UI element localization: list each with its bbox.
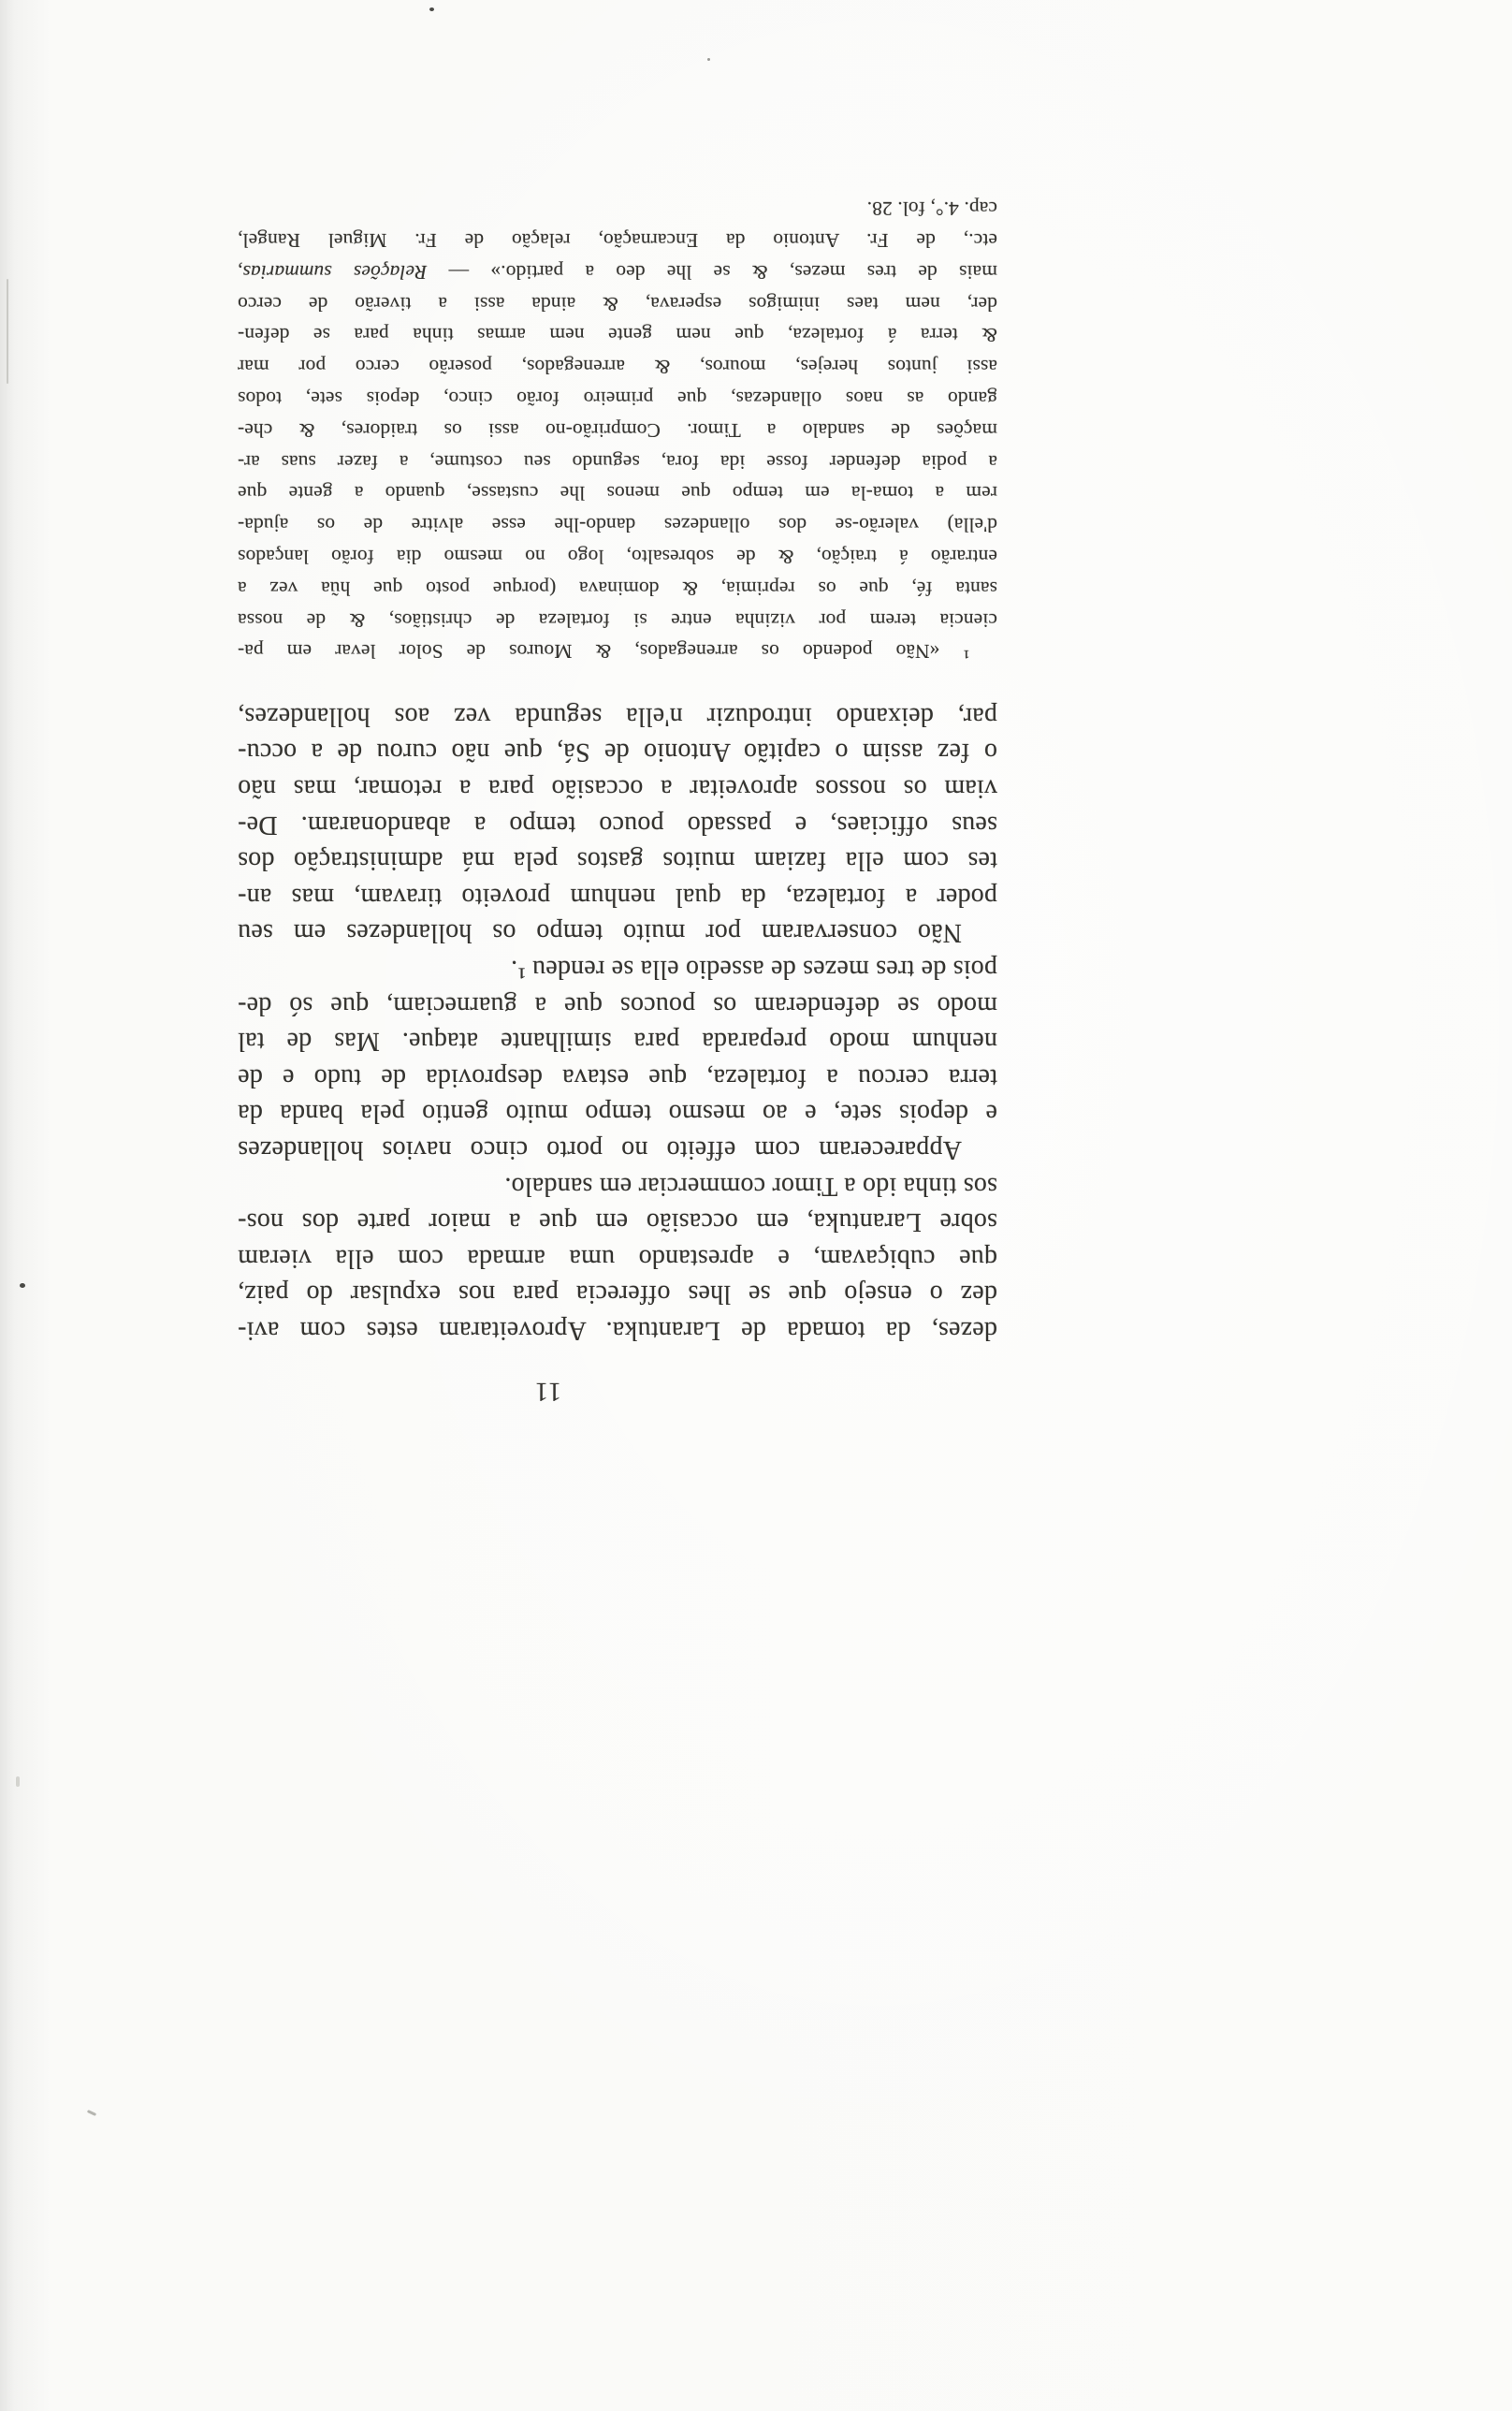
footnote-line: ciencia terem por vizinha entre si fortaleza de christiãos, & de nossa bbox=[238, 608, 997, 632]
text-line: pois de tres mezes de assedio ella se rendeu ¹. bbox=[510, 955, 997, 985]
text-line: poder a fortaleza, da qual nenhum proveito tiravam, mas an- bbox=[238, 882, 997, 912]
footnote-line: & terra á fortaleza, que nem gente nem armas tinha para se defen- bbox=[238, 324, 997, 347]
text-line: seus officiaes, e passado pouco tempo a abandonaram. De- bbox=[238, 810, 997, 840]
footnote-line: entrarão á traição, & de sobresalto, logo no mesmo dia forão lançados bbox=[238, 545, 997, 568]
text-line: tes com ella faziam muitos gastos pela má administração dos bbox=[238, 846, 997, 876]
scan-speck bbox=[16, 1776, 20, 1787]
footnote-line: a podia defender fosse ida fora, segundo seu costume, a fazer suas ar- bbox=[238, 450, 997, 474]
text-line: modo se defenderam os poucos que a guarneciam, que só de- bbox=[238, 990, 997, 1020]
text-line: dez o ensejo que se lhes offerecia para nos expulsar do paiz, bbox=[238, 1279, 997, 1309]
page-number: 11 bbox=[534, 1377, 561, 1406]
footnote-line: ¹ «Não podendo os arrenegados, & Mouros de Solor levar em pa- bbox=[238, 640, 969, 664]
footnote-line: assi juntos herejes, mouros, & arrenegados, poserão cerco por mar bbox=[238, 356, 997, 379]
text-line: terra cercou a fortaleza, que estava desprovida de tudo e de bbox=[238, 1062, 997, 1092]
footnote-line: etc., de Fr. Antonio da Encarnação, relação de Fr. Miguel Rangel, bbox=[238, 228, 997, 252]
text-line: par, deixando introduzir n'ella segunda vez aos hollandezes, bbox=[238, 701, 997, 731]
text-line: viam os nossos aproveitar a occasião para a retomar, mas não bbox=[238, 774, 997, 804]
scan-speck bbox=[20, 1283, 25, 1288]
text-line: Appareceram com effeito no porto cinco navios hollandezes bbox=[238, 1135, 962, 1165]
text-line: nenhum modo preparada para similhante ataque. Mas de tal bbox=[238, 1027, 997, 1057]
text-line: sos tinha ido a Timor commerciar em sandalo. bbox=[504, 1171, 997, 1201]
footnote-line: rem a toma-la em tempo que menos lhe custasse, quando a gente que bbox=[238, 482, 997, 505]
text-line: o fez assim o capitão Antonio de Sá, que não curou de a occu- bbox=[238, 738, 997, 767]
text-line: sobre Larantuka, em occasião em que a maior parte dos nos- bbox=[238, 1207, 997, 1237]
footnote-line: mações de sandalo a Timor. Comprirão-no assi os traidores, & che- bbox=[238, 418, 997, 442]
body-text bbox=[238, 697, 997, 1348]
footnote-line: der, nem taes inimigos esperava, & ainda assi a tiverão de cerco bbox=[238, 292, 997, 315]
scan-speck bbox=[429, 7, 434, 11]
footnote-line bbox=[238, 256, 997, 287]
text-line: que cubiçavam, e aprestando uma armada com ella vieram bbox=[238, 1243, 997, 1273]
text-line: e depois sete, e ao mesmo tempo muito gentio pela banda da bbox=[238, 1099, 997, 1129]
scan-speck bbox=[707, 58, 710, 61]
text-line: dezes, da tomada de Larantuka. Aproveitaram estes com avi- bbox=[238, 1316, 997, 1345]
footnote-line: gando as naos ollandezas, que primeiro forão cinco, depois sete, todos bbox=[238, 387, 997, 410]
footnote-line: santa fé, que os reprimia, & dominava (porque posto que hũa vez a bbox=[238, 577, 997, 600]
text-block bbox=[238, 192, 997, 1409]
footnote-text: mais de tres mezes, & se lhe deo a partido.» — bbox=[427, 260, 997, 284]
text-line: Não conservaram por muito tempo os hollandezes em seu bbox=[238, 918, 962, 948]
footnote-line: cap. 4.°, fol. 28. bbox=[866, 197, 997, 221]
footnote bbox=[238, 192, 997, 666]
scan-edge-line bbox=[7, 279, 8, 384]
footnote-source-title: Relações summarias, bbox=[238, 260, 428, 284]
footnote-line: d'ella) valerão-se dos ollandezes dando-lhe esse alvitre de os ajuda- bbox=[238, 514, 997, 537]
